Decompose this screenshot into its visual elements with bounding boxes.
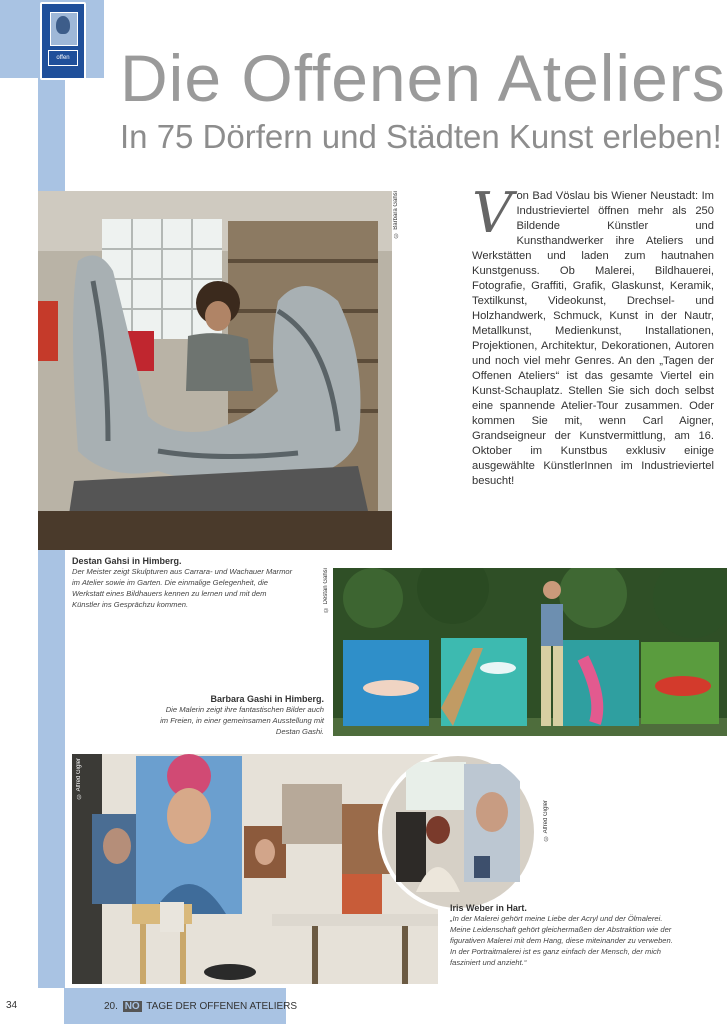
article-text: on Bad Vöslau bis Wiener Neustadt: Im Industrieviertel öffnen mehr als 250 Bildende Künstler und Kunsthandwerker ihre Ateliers und Werkstätten und laden zum hautnahen Kunstgenuss. Ob Malerei, Bildhauerei, Fotografie, Graffiti, Grafik, Glaskunst, Keramik, Textilkunst, Videokunst, Drechsel- und Holzhandwerk, Schmuck, Kunst in der Nautr, Metallkunst, Medienkunst, Installationen, Projektionen, Architektur, Dekorationen, Autoren und noch viel mehr Genres. An den „Tagen der Offenen Ateliers“ ist das gesamte Viertel ein Kunst-Schauplatz. Stellen Sie sich doch selbst eine spannende Atelier-Tour zusammen. Oder kommen Sie mit, wenn Carl Aigner, Grandseigneur der Kunstvermittlung, am 16. Oktober im Kunstbus exklusiv einige ausgewählte KünstlerInnen im Industrieviertel besucht! [472, 190, 714, 487]
caption-barbara-title: Barbara Gashi in Himberg. [210, 694, 324, 704]
drop-cap: V [472, 181, 513, 246]
logo-portrait [56, 16, 70, 34]
caption-destan [72, 556, 294, 610]
caption-destan-title: Destan Gahsi in Himberg. [72, 556, 182, 566]
circle-photo-credit: © Alfred Gigler [543, 800, 549, 841]
page-subtitle: In 75 Dörfern und Städten Kunst erleben! [120, 118, 722, 155]
studio-photo [72, 754, 438, 984]
outdoor-photo-credit: © Destan Gahsi [323, 568, 329, 613]
footer-prefix: 20. [104, 1001, 118, 1012]
logo-tag: offen [48, 50, 78, 66]
outdoor-paintings-photo [333, 568, 727, 736]
caption-destan-text: Der Meister zeigt Skulpturen aus Carrara- und Wachauer Marmor im Atelier sowie im Garten. Die einmalige Gelegenheit, die Werkstatt eines Bildhauers kennen zu lernen und mit dem Künstler ins Gesprächzu kommen. [72, 567, 293, 609]
caption-iris-title: Iris Weber in Hart. [450, 903, 527, 913]
caption-barbara-text: Die Malerin zeigt ihre fantastischen Bilder auch im Freien, in einer gemeinsamen Ausstellung mit Destan Gashi. [160, 705, 324, 736]
sculptor-photo [38, 191, 392, 550]
studio-photo-credit: © Alfred Gigler [76, 758, 82, 799]
caption-barbara [156, 694, 324, 737]
page-title: Die Offenen Ateliers [120, 41, 726, 115]
page-number: 34 [6, 1000, 18, 1011]
circle-artist-photo [378, 752, 538, 912]
mona-lisa-logo-icon [40, 2, 86, 80]
footer-label [104, 1001, 297, 1012]
caption-iris-text: „In der Malerei gehört meine Liebe der Acryl und der Ölmalerei. Meine Leidenschaft gehört gleichermaßen der Abstraktion wie der figurativen Malerei mit dem Hang, diese miteinander zu verweben. In der Portraitmalerei ist es ganz einfach der Mensch, der mich fasziniert und anzieht.“ [450, 914, 673, 967]
footer-title: TAGE DER OFFENEN ATELIERS [146, 1001, 298, 1012]
sculptor-photo-credit: © Barbara Gahsi [393, 191, 399, 238]
caption-iris [450, 903, 676, 968]
article-body [472, 181, 714, 489]
footer-badge: NÖ [124, 1001, 140, 1012]
